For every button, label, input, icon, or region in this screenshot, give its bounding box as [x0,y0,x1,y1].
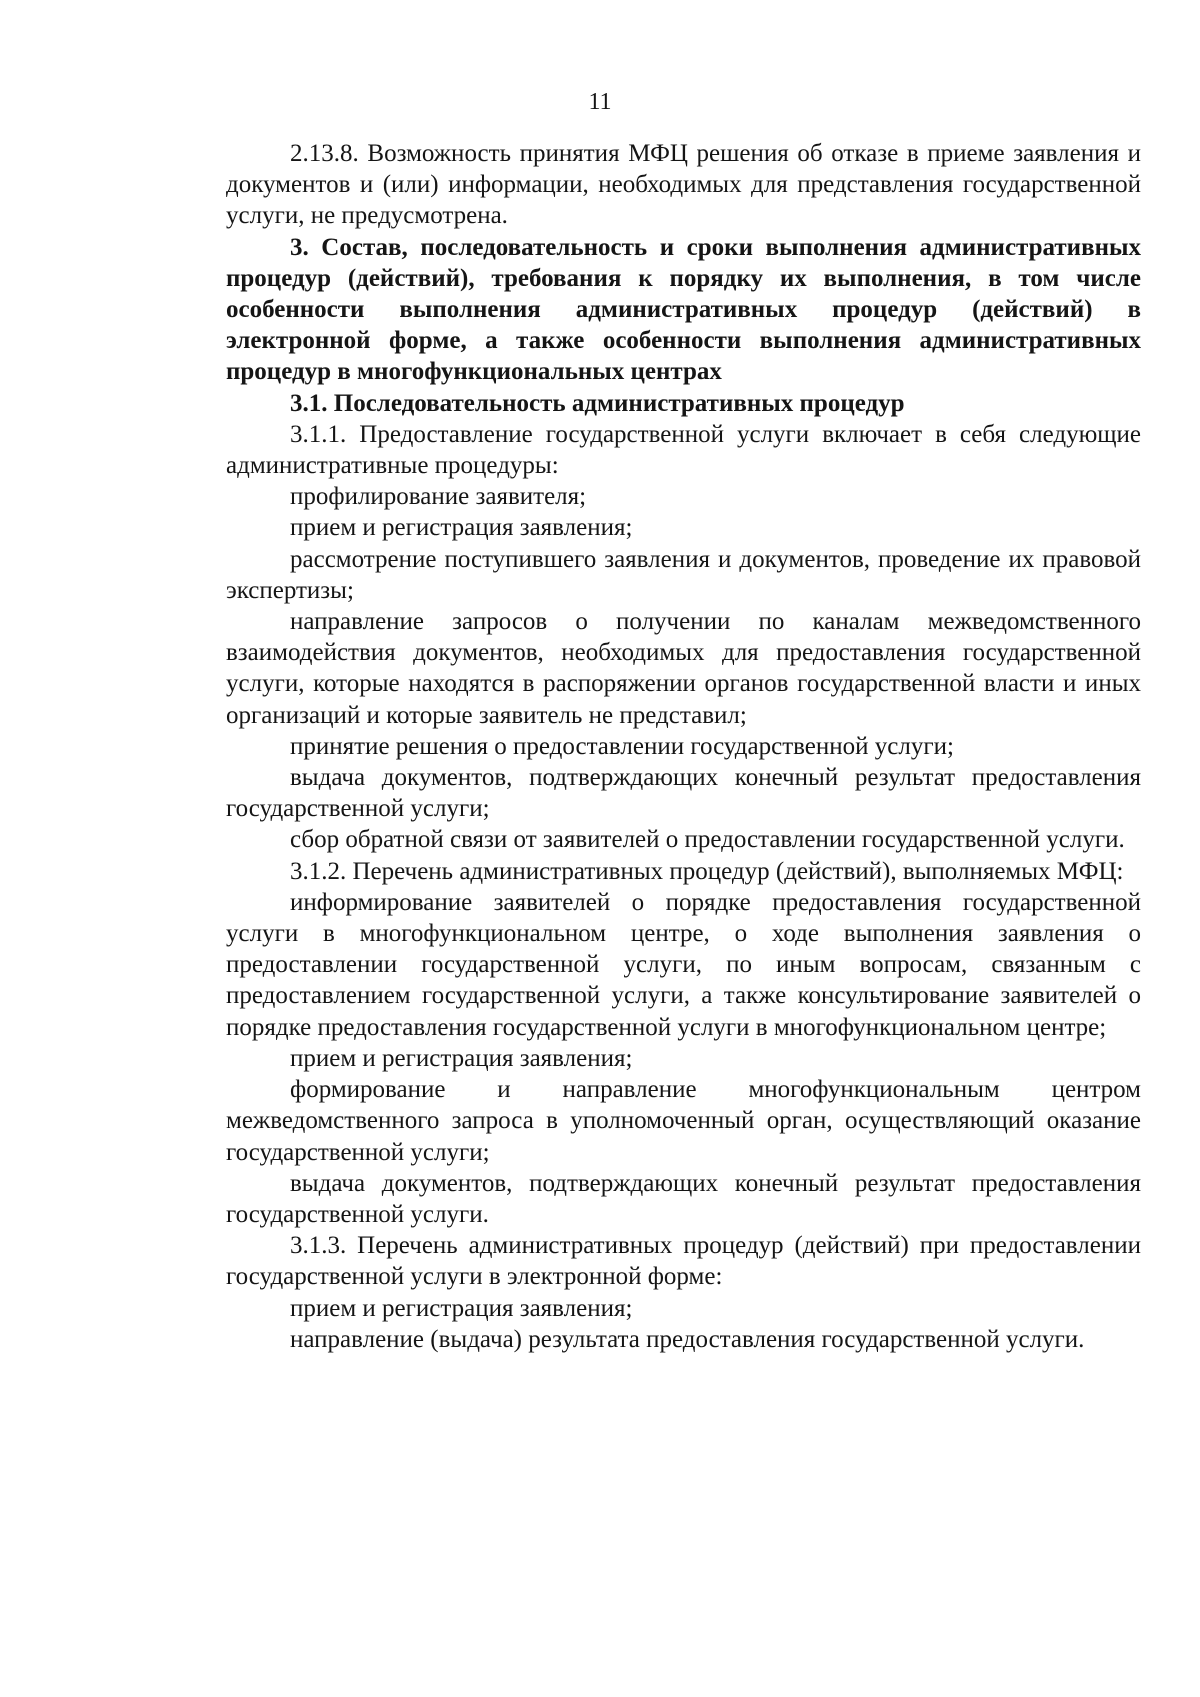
list-item: выдача документов, подтверждающих конечный результат предоставления государственной услуги. [226,1169,1141,1228]
subsection-3-1-heading: 3.1. Последовательность административных процедур [290,389,905,417]
list-item: направление запросов о получении по каналам межведомственного взаимодействия документов, необходимых для предоставления государственной услуги, которые находятся в распоряжении органов государственной власти и иных организаций и которые заявитель не представил; [226,608,1141,729]
list-item: прием и регистрация заявления; [290,514,633,542]
paragraph-3-1-1: 3.1.1. Предоставление государственной услуги включает в себя следующие административные процедуры: [226,420,1141,480]
list-item: информирование заявителей о порядке предоставления государственной услуги в многофункциональном центре, о ходе выполнения заявления о предоставлении государственной услуги, по иным вопросам, связанным с предоставлением государственной услуги, а также консультирование заявителей о порядке предоставления государственной услуги в многофункциональном центре; [226,888,1141,1041]
list-item: выдача документов, подтверждающих конечный результат предоставления государственной услуги; [226,764,1141,823]
list-item: прием и регистрация заявления; [290,1294,633,1322]
list-item: направление (выдача) результата предоставления государственной услуги. [290,1325,1085,1353]
page-number: 11 [588,89,612,115]
paragraph-3-1-2: 3.1.2. Перечень административных процедур (действий), выполняемых МФЦ: [290,857,1124,885]
list-item: формирование и направление многофункциональным центром межведомственного запроса в уполномоченный орган, осуществляющий оказание государственной услуги; [226,1076,1141,1166]
paragraph-3-1-3: 3.1.3. Перечень административных процедур (действий) при предоставлении государственной услуги в электронной форме: [226,1232,1141,1291]
list-item: профилирование заявителя; [290,483,587,511]
document-body [226,138,1141,1355]
section-3-heading: 3. Состав, последовательность и сроки выполнения административных процедур (действий), требования к порядку их выполнения, в том числе особенности выполнения административных процедур (действий) в электронной форме, а также особенности выполнения административных процедур в многофункциональных центрах [226,233,1141,386]
list-item: принятие решения о предоставлении государственной услуги; [290,732,954,760]
list-item: рассмотрение поступившего заявления и документов, проведение их правовой экспертизы; [226,545,1141,604]
paragraph-2-13-8: 2.13.8. Возможность принятия МФЦ решения об отказе в приеме заявления и документов и (или) информации, необходимых для представления государственной услуги, не предусмотрена. [226,140,1141,230]
list-item: прием и регистрация заявления; [290,1044,633,1072]
list-item: сбор обратной связи от заявителей о предоставлении государственной услуги. [290,826,1125,854]
